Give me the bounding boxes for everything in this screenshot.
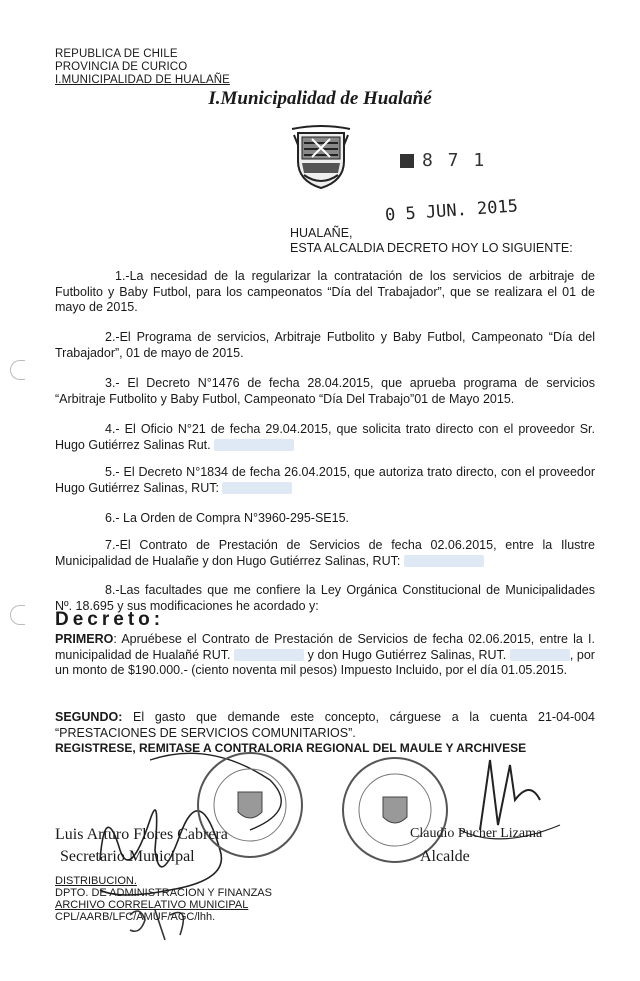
distribution-line-2: ARCHIVO CORRELATIVO MUNICIPAL bbox=[55, 899, 249, 911]
scan-edge-mark bbox=[10, 360, 25, 380]
redacted-rut bbox=[234, 649, 304, 661]
redacted-rut bbox=[404, 555, 484, 567]
consideration-2: 2.-El Programa de servicios, Arbitraje Futbolito y Baby Futbol, Campeonato “Día del Trabajador”, 01 de mayo de 2015. bbox=[55, 330, 595, 360]
consideration-7: 7.-El Contrato de Prestación de Servicios de fecha 02.06.2015, entre la Ilustre Municipalidad de Hualañe y don Hugo Gutiérrez Salinas, RUT: bbox=[55, 538, 595, 568]
distribution-label: DISTRIBUCION. bbox=[55, 875, 137, 887]
consideration-8: 8.-Las facultades que me confiere la Ley Orgánica Constitucional de Municipalidades Nº. 18.695 y sus modificaciones he acordado y: bbox=[55, 583, 595, 613]
header-republic: REPUBLICA DE CHILE bbox=[55, 48, 178, 60]
decree-intro: ESTA ALCALDIA DECRETO HOY LO SIGUIENTE: bbox=[290, 241, 573, 255]
consideration-5: 5.- El Decreto N°1834 de fecha 26.04.2015, que autoriza trato directo, con el proveedor Hugo Gutiérrez Salinas, RUT: bbox=[55, 465, 595, 495]
segundo-paragraph: SEGUNDO: El gasto que demande este concepto, cárguese a la cuenta 21-04-004 “PRESTACIONES DE SERVICIOS COMUNITARIOS”. bbox=[55, 710, 595, 740]
municipal-coat-of-arms bbox=[290, 125, 352, 191]
scan-edge-mark bbox=[10, 605, 25, 625]
date-stamp: 0 5 JUN. 2015 bbox=[384, 196, 519, 226]
right-signatory-role: Alcalde bbox=[420, 848, 470, 865]
segundo-label: SEGUNDO: bbox=[55, 710, 123, 724]
distribution-line-1: DPTO. DE ADMINISTRACION Y FINANZAS bbox=[55, 887, 272, 899]
header-municipality: I.MUNICIPALIDAD DE HUALAÑE bbox=[55, 74, 230, 86]
decreto-heading: Decreto: bbox=[55, 609, 165, 630]
consideration-4: 4.- El Oficio N°21 de fecha 29.04.2015, que solicita trato directo con el proveedor Sr. Hugo Gutiérrez Salinas Rut. bbox=[55, 422, 595, 452]
consideration-6: 6.- La Orden de Compra N°3960-295-SE15. bbox=[105, 511, 350, 525]
right-signatory-name: Claudio Pucher Lizama bbox=[410, 826, 543, 841]
place-label: HUALAÑE, bbox=[290, 226, 353, 240]
header-province: PROVINCIA DE CURICO bbox=[55, 61, 188, 73]
stamp-mark-icon bbox=[400, 154, 414, 168]
redacted-rut bbox=[222, 482, 292, 494]
municipality-title: I.Municipalidad de Hualañé bbox=[208, 88, 432, 109]
decree-number-stamp: 8 7 1 bbox=[400, 150, 486, 171]
redacted-rut bbox=[510, 649, 570, 661]
registrese-line: REGISTRESE, REMITASE A CONTRALORIA REGIONAL DEL MAULE Y ARCHIVESE bbox=[55, 741, 527, 755]
distribution-line-3: CPL/AARB/LFC/AMUF/AGC/lhh. bbox=[55, 911, 216, 923]
consideration-3: 3.- El Decreto N°1476 de fecha 28.04.2015, que aprueba programa de servicios “Arbitraje Futbolito y Baby Futbol, Campeonato “Día Del Trabajo”01 de Mayo 2015. bbox=[55, 376, 595, 406]
consideration-1: 1.-La necesidad de la regularizar la contratación de los servicios de arbitraje de Futbolito y Baby Futbol, para los campeonatos “Día del Trabajador”, que se realizara el 01 de mayo de 2015. bbox=[55, 269, 595, 314]
primero-label: PRIMERO bbox=[55, 632, 114, 646]
primero-paragraph: PRIMERO: Apruébese el Contrato de Prestación de Servicios de fecha 02.06.2015, entre la I. municipalidad de Hualañé RUT. y don Hugo Gutiérrez Salinas, RUT. , por un monto de $190.000.- (ciento noventa mil pesos) Impuesto Incluido, por el día 01.05.2015. bbox=[55, 632, 595, 677]
left-signatory-role: Secretario Municipal bbox=[60, 848, 195, 865]
left-signatory-name: Luis Arturo Flores Cabrera bbox=[55, 826, 228, 843]
redacted-rut bbox=[214, 439, 294, 451]
